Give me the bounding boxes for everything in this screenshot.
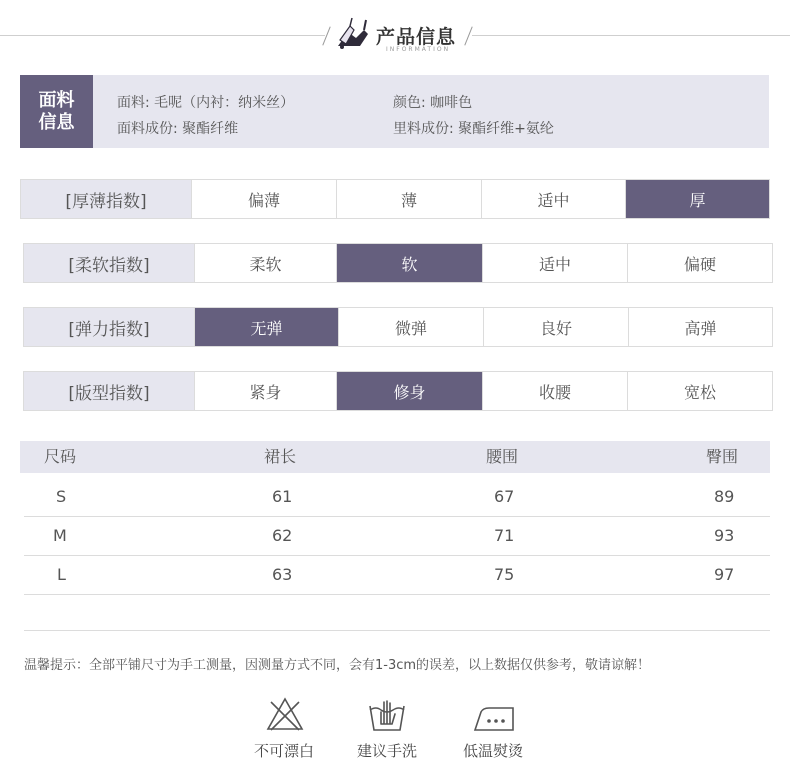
cell-size: S: [56, 487, 67, 506]
page-subtitle: INFORMATION: [386, 46, 451, 53]
index-label: [弹力指数]: [24, 308, 194, 346]
fabric-material: 面料: 毛呢（内衬：纳米丝）: [117, 95, 295, 111]
measurement-tip: 温馨提示：全部平铺尺寸为手工测量，因测量方式不同，会有1-3cm的误差，以上数据仅供参考，敬请谅解！: [24, 658, 651, 673]
column-header-size: 尺码: [44, 447, 77, 466]
index-option: 薄: [336, 180, 481, 218]
index-option: 偏薄: [191, 180, 336, 218]
cell-hip: 89: [714, 487, 735, 506]
cell-size: L: [57, 565, 66, 584]
care-label-hand-wash: 建议手洗: [357, 742, 418, 760]
index-option: 适中: [481, 180, 625, 218]
care-label-no-bleach: 不可漂白: [254, 742, 315, 760]
fabric-lining: 里料成份: 聚酯纤维+氨纶: [393, 121, 554, 137]
table-row: [24, 555, 770, 595]
index-option: 适中: [482, 244, 627, 282]
index-row-thickness: [20, 179, 770, 219]
column-header-hip: 臀围: [706, 447, 739, 466]
header-right-line: [472, 35, 790, 36]
size-table-header: [20, 441, 770, 473]
index-option: 柔软: [194, 244, 336, 282]
index-option: 偏硬: [627, 244, 772, 282]
index-label: [版型指数]: [24, 372, 194, 410]
hand-wash-icon: [368, 698, 406, 732]
index-option: 微弹: [338, 308, 483, 346]
index-row-elasticity: [23, 307, 773, 347]
fabric-info-box: [20, 75, 769, 148]
cell-length: 63: [272, 565, 293, 584]
cell-hip: 93: [714, 526, 735, 545]
cell-length: 61: [272, 487, 293, 506]
cell-hip: 97: [714, 565, 735, 584]
cell-waist: 71: [494, 526, 515, 545]
index-option: 紧身: [194, 372, 336, 410]
index-label: [厚薄指数]: [21, 180, 191, 218]
column-header-length: 裙长: [264, 447, 297, 466]
index-option-selected: 厚: [625, 180, 769, 218]
cell-waist: 75: [494, 565, 515, 584]
fabric-composition: 面料成份: 聚酯纤维: [117, 121, 239, 137]
index-row-softness: [23, 243, 773, 283]
index-option-selected: 软: [336, 244, 482, 282]
index-option: 收腰: [482, 372, 627, 410]
index-option: 宽松: [627, 372, 772, 410]
header-left-line: [0, 35, 325, 36]
header-slash: [322, 27, 330, 46]
page-title: 产品信息: [376, 26, 457, 48]
low-iron-icon: [473, 704, 517, 732]
index-option: 良好: [483, 308, 628, 346]
index-label: [柔软指数]: [24, 244, 194, 282]
index-option-selected: 修身: [336, 372, 482, 410]
column-header-waist: 腰围: [486, 447, 519, 466]
index-option: 高弹: [628, 308, 772, 346]
fabric-color: 颜色: 咖啡色: [393, 95, 473, 111]
cell-waist: 67: [494, 487, 515, 506]
index-option-selected: 无弹: [194, 308, 338, 346]
index-row-fit: [23, 371, 773, 411]
care-label-low-iron: 低温熨烫: [463, 742, 524, 760]
no-bleach-icon: [265, 696, 305, 732]
table-row: [24, 477, 770, 517]
table-row: [24, 516, 770, 556]
cell-size: M: [53, 526, 67, 545]
fabric-label-line1: 面料: [38, 89, 75, 111]
fabric-info-label: [20, 75, 93, 148]
shoes-icon: [334, 16, 374, 50]
cell-length: 62: [272, 526, 293, 545]
header-slash: [464, 27, 472, 46]
divider: [24, 630, 770, 631]
fabric-label-line2: 信息: [38, 111, 75, 133]
